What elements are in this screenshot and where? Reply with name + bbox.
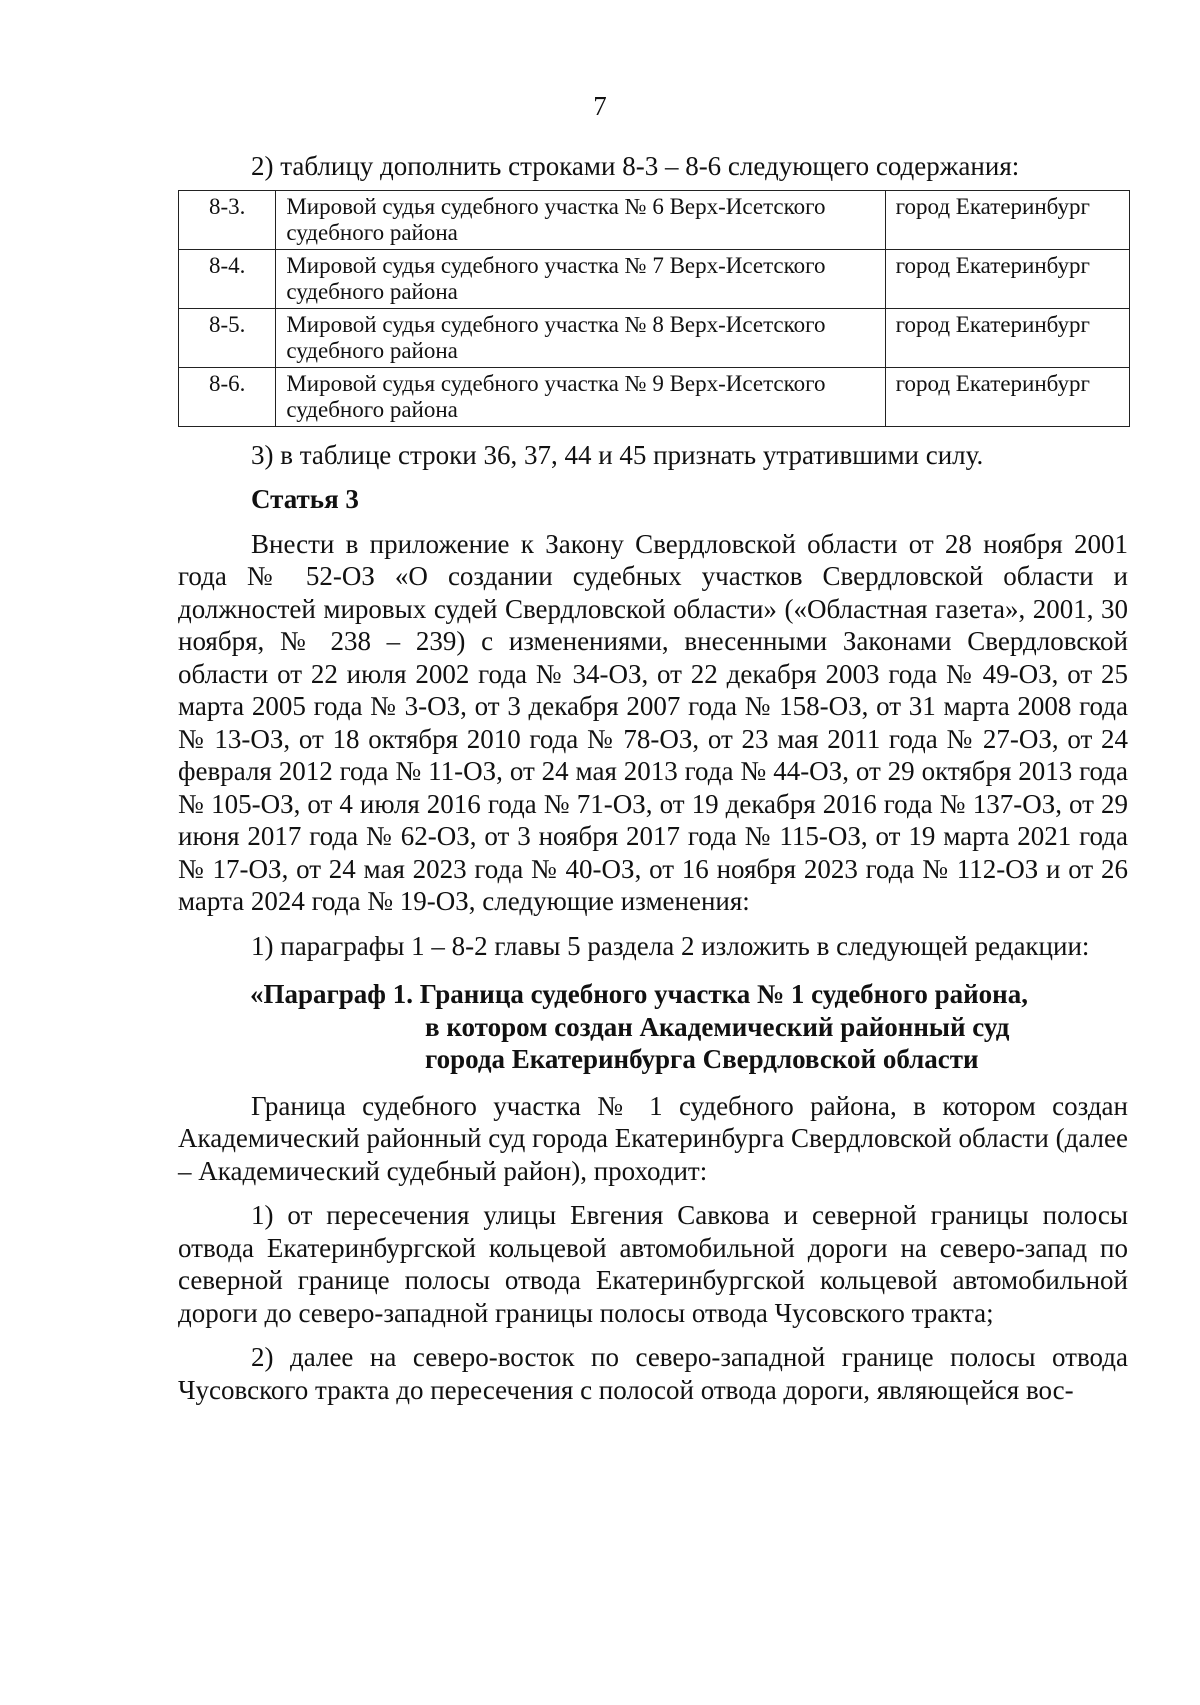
paragraph-heading-line2: в котором создан Академический районный суд — [425, 1011, 1010, 1042]
boundary-item-2: 2) далее на северо-восток по северо-западной границе полосы отвода Чусовского тракта до пересечения с полосой отвода дороги, являющейся вос- — [178, 1342, 1128, 1405]
row-place: город Екатеринбург — [885, 367, 1129, 426]
row-court-name: Мировой судья судебного участка № 9 Верх-Исетского судебного района — [276, 367, 885, 426]
row-number: 8-5. — [179, 308, 276, 367]
boundary-item-1: 1) от пересечения улицы Евгения Савкова и северной границы полосы отвода Екатеринбургской кольцевой автомобильной дороги на северо-запад по северной границе полосы отвода Екатеринбургской кольцевой автомобильной дороги до северо-западной границы полосы отвода Чусовского тракта; — [178, 1200, 1128, 1328]
article-body: Внести в приложение к Закону Свердловской области от 28 ноября 2001 года № 52-ОЗ «О создании судебных участков Свердловской области и должностей мировых судей Свердловской области» («Областная газета», 2001, 30 ноября, № 238 – 239) с изменениями, внесенными Законами Свердловской области от 22 июля 2002 года № 34-ОЗ, от 22 декабря 2003 года № 49-ОЗ, от 25 марта 2005 года № 3-ОЗ, от 3 декабря 2007 года № 158-ОЗ, от 31 марта 2008 года № 13-ОЗ, от 18 октября 2010 года № 78-ОЗ, от 23 мая 2011 года № 27-ОЗ, от 24 февраля 2012 года № 11-ОЗ, от 24 мая 2013 года № 44-ОЗ, от 29 октября 2013 года № 105-ОЗ, от 4 июля 2016 года № 71-ОЗ, от 19 декабря 2016 года № 137-ОЗ, от 29 июня 2017 года № 62-ОЗ, от 3 ноября 2017 года № 115-ОЗ, от 19 марта 2021 года № 17-ОЗ, от 24 мая 2023 года № 40-ОЗ, от 16 ноября 2023 года № 112-ОЗ и от 26 марта 2024 года № 19-ОЗ, следующие изменения: — [178, 528, 1128, 916]
paragraph-heading-line3: города Екатеринбурга Свердловской области — [425, 1044, 979, 1074]
row-number: 8-4. — [179, 249, 276, 308]
row-court-name: Мировой судья судебного участка № 6 Верх-Исетского судебного района — [276, 190, 885, 249]
item-3: 3) в таблице строки 36, 37, 44 и 45 признать утратившими силу. — [251, 439, 984, 470]
paragraph-heading — [178, 978, 1128, 1076]
item-1: 1) параграфы 1 – 8-2 главы 5 раздела 2 изложить в следующей редакции: — [251, 930, 1090, 961]
boundary-intro: Граница судебного участка № 1 судебного района, в котором создан Академический районный суд города Екатеринбурга Свердловской области (далее – Академический судебный район), проходит: — [178, 1090, 1128, 1186]
row-number: 8-6. — [179, 367, 276, 426]
page-number: 7 — [593, 91, 607, 121]
row-court-name: Мировой судья судебного участка № 8 Верх-Исетского судебного района — [276, 308, 885, 367]
table-row — [179, 308, 1130, 367]
table-row — [179, 367, 1130, 426]
courts-table — [178, 190, 1130, 427]
document-content — [178, 150, 1128, 1406]
row-place: город Екатеринбург — [885, 308, 1129, 367]
table-row — [179, 190, 1130, 249]
row-place: город Екатеринбург — [885, 190, 1129, 249]
paragraph-heading-line1: «Параграф 1. Граница судебного участка № 1 судебного района, — [250, 979, 1028, 1009]
row-number: 8-3. — [179, 190, 276, 249]
table-row — [179, 249, 1130, 308]
article-title: Статья 3 — [251, 484, 359, 514]
table-intro: 2) таблицу дополнить строками 8-3 – 8-6 следующего содержания: — [251, 151, 1020, 181]
row-court-name: Мировой судья судебного участка № 7 Верх-Исетского судебного района — [276, 249, 885, 308]
row-place: город Екатеринбург — [885, 249, 1129, 308]
